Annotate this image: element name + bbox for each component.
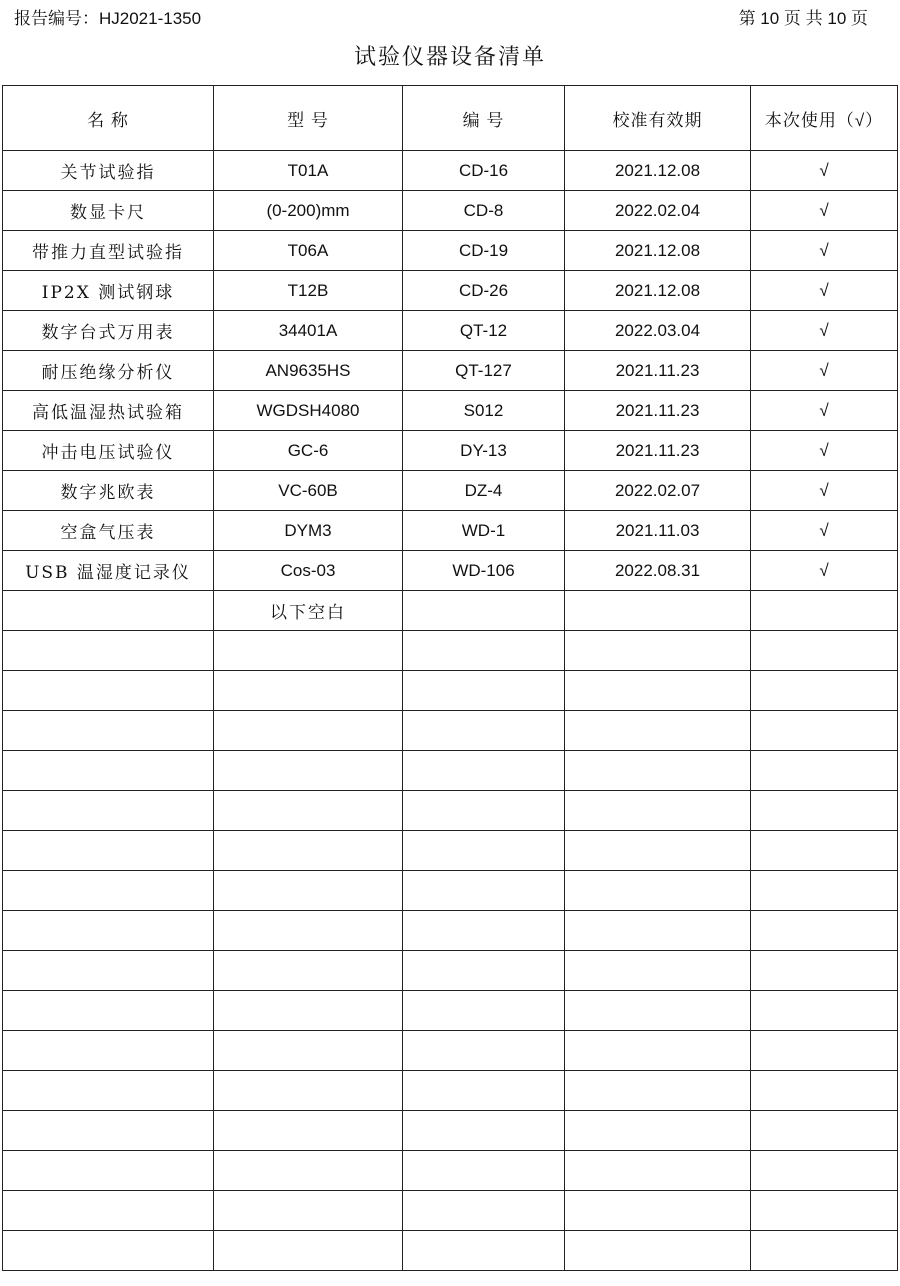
equipment-name: [3, 791, 214, 831]
used-check: [751, 1111, 898, 1151]
table-body: [3, 151, 898, 1271]
serial-number: [403, 671, 565, 711]
calibration-date: 2021.12.08: [565, 151, 751, 191]
model-number: T12B: [214, 271, 403, 311]
table-row: [3, 391, 898, 431]
equipment-name: [3, 751, 214, 791]
calibration-date: [565, 751, 751, 791]
table-row: [3, 231, 898, 271]
model-number: [214, 751, 403, 791]
calibration-date: 2021.11.03: [565, 511, 751, 551]
col-header-used: 本次使用（√）: [751, 86, 898, 151]
calibration-date: 2022.08.31: [565, 551, 751, 591]
calibration-date: [565, 1071, 751, 1111]
calibration-date: 2021.12.08: [565, 231, 751, 271]
serial-number: DZ-4: [403, 471, 565, 511]
calibration-date: 2022.03.04: [565, 311, 751, 351]
model-number: [214, 991, 403, 1031]
serial-number: CD-16: [403, 151, 565, 191]
model-number: VC-60B: [214, 471, 403, 511]
equipment-name: 空盒气压表: [3, 511, 214, 551]
serial-number: S012: [403, 391, 565, 431]
used-check: √: [751, 191, 898, 231]
equipment-name: [3, 1151, 214, 1191]
model-number: [214, 631, 403, 671]
equipment-name: 耐压绝缘分析仪: [3, 351, 214, 391]
model-number: [214, 911, 403, 951]
serial-number: [403, 871, 565, 911]
equipment-name: [3, 631, 214, 671]
equipment-name: [3, 831, 214, 871]
calibration-date: [565, 911, 751, 951]
model-number: [214, 791, 403, 831]
serial-number: [403, 631, 565, 671]
equipment-name: 关节试验指: [3, 151, 214, 191]
calibration-date: [565, 591, 751, 631]
table-row: [3, 991, 898, 1031]
calibration-date: [565, 951, 751, 991]
serial-number: CD-26: [403, 271, 565, 311]
calibration-date: 2021.11.23: [565, 351, 751, 391]
equipment-name: [3, 951, 214, 991]
serial-number: [403, 1071, 565, 1111]
table-row: [3, 471, 898, 511]
used-check: [751, 1071, 898, 1111]
used-check: √: [751, 471, 898, 511]
used-check: [751, 791, 898, 831]
equipment-name: [3, 1231, 214, 1271]
used-check: √: [751, 391, 898, 431]
table-row: [3, 1031, 898, 1071]
model-number: DYM3: [214, 511, 403, 551]
used-check: [751, 1151, 898, 1191]
equipment-name: [3, 1071, 214, 1111]
table-row: [3, 351, 898, 391]
model-number: T01A: [214, 151, 403, 191]
serial-number: [403, 911, 565, 951]
model-number: GC-6: [214, 431, 403, 471]
equipment-name: IP2X 测试钢球: [3, 271, 214, 311]
model-number: [214, 871, 403, 911]
equipment-name: [3, 991, 214, 1031]
table-row: [3, 1191, 898, 1231]
equipment-name: 高低温湿热试验箱: [3, 391, 214, 431]
used-check: √: [751, 351, 898, 391]
serial-number: DY-13: [403, 431, 565, 471]
calibration-date: [565, 871, 751, 911]
page-header: [14, 4, 868, 28]
table-row: [3, 791, 898, 831]
serial-number: CD-19: [403, 231, 565, 271]
model-number: [214, 1191, 403, 1231]
table-row: [3, 871, 898, 911]
table-row: [3, 511, 898, 551]
used-check: [751, 1031, 898, 1071]
model-number: (0-200)mm: [214, 191, 403, 231]
model-number: [214, 831, 403, 871]
report-number: 报告编号：HJ2021-1350: [14, 8, 202, 28]
serial-number: WD-106: [403, 551, 565, 591]
used-check: √: [751, 431, 898, 471]
used-check: √: [751, 151, 898, 191]
calibration-date: [565, 791, 751, 831]
equipment-name: [3, 591, 214, 631]
equipment-name: 数显卡尺: [3, 191, 214, 231]
model-number: [214, 1111, 403, 1151]
used-check: [751, 711, 898, 751]
serial-number: [403, 1111, 565, 1151]
table-row: [3, 911, 898, 951]
used-check: [751, 911, 898, 951]
table-row: [3, 751, 898, 791]
calibration-date: [565, 1231, 751, 1271]
equipment-name: 数字台式万用表: [3, 311, 214, 351]
table-header-row: [3, 86, 898, 151]
model-number: 34401A: [214, 311, 403, 351]
serial-number: [403, 951, 565, 991]
used-check: √: [751, 231, 898, 271]
model-number: [214, 951, 403, 991]
used-check: [751, 751, 898, 791]
used-check: √: [751, 511, 898, 551]
serial-number: [403, 591, 565, 631]
serial-number: [403, 1231, 565, 1271]
used-check: [751, 1191, 898, 1231]
table-row: [3, 271, 898, 311]
table-row: [3, 551, 898, 591]
used-check: √: [751, 311, 898, 351]
page-number: 第 10 页 共 10 页: [738, 8, 868, 28]
calibration-date: 2021.11.23: [565, 431, 751, 471]
serial-number: QT-12: [403, 311, 565, 351]
calibration-date: 2022.02.04: [565, 191, 751, 231]
model-number: [214, 671, 403, 711]
used-check: [751, 631, 898, 671]
table-row: [3, 1111, 898, 1151]
model-number: [214, 1031, 403, 1071]
table-row: [3, 311, 898, 351]
serial-number: [403, 751, 565, 791]
table-row: [3, 591, 898, 631]
model-number: [214, 711, 403, 751]
equipment-name: 冲击电压试验仪: [3, 431, 214, 471]
serial-number: CD-8: [403, 191, 565, 231]
equipment-table: [2, 85, 898, 1271]
serial-number: [403, 991, 565, 1031]
equipment-name: [3, 711, 214, 751]
serial-number: [403, 1191, 565, 1231]
equipment-name: 数字兆欧表: [3, 471, 214, 511]
calibration-date: [565, 671, 751, 711]
equipment-name: [3, 871, 214, 911]
equipment-name: 带推力直型试验指: [3, 231, 214, 271]
used-check: [751, 991, 898, 1031]
calibration-date: [565, 711, 751, 751]
table-row: [3, 431, 898, 471]
calibration-date: 2021.12.08: [565, 271, 751, 311]
table-row: [3, 1151, 898, 1191]
used-check: [751, 1231, 898, 1271]
calibration-date: [565, 1111, 751, 1151]
model-number: [214, 1231, 403, 1271]
calibration-date: [565, 991, 751, 1031]
model-number: WGDSH4080: [214, 391, 403, 431]
model-number: 以下空白: [214, 591, 403, 631]
col-header-model: 型 号: [214, 86, 403, 151]
serial-number: QT-127: [403, 351, 565, 391]
model-number: [214, 1151, 403, 1191]
used-check: [751, 831, 898, 871]
table-row: [3, 151, 898, 191]
used-check: √: [751, 551, 898, 591]
serial-number: [403, 1031, 565, 1071]
model-number: Cos-03: [214, 551, 403, 591]
equipment-name: [3, 1031, 214, 1071]
calibration-date: [565, 1191, 751, 1231]
calibration-date: [565, 831, 751, 871]
col-header-name: 名 称: [3, 86, 214, 151]
calibration-date: [565, 1031, 751, 1071]
equipment-name: USB 温湿度记录仪: [3, 551, 214, 591]
serial-number: [403, 791, 565, 831]
equipment-name: [3, 911, 214, 951]
used-check: [751, 591, 898, 631]
model-number: [214, 1071, 403, 1111]
col-header-serial: 编 号: [403, 86, 565, 151]
table-row: [3, 191, 898, 231]
serial-number: [403, 1151, 565, 1191]
document-title: 试验仪器设备清单: [353, 45, 546, 70]
table-row: [3, 831, 898, 871]
equipment-name: [3, 1191, 214, 1231]
calibration-date: [565, 1151, 751, 1191]
serial-number: WD-1: [403, 511, 565, 551]
used-check: [751, 671, 898, 711]
model-number: T06A: [214, 231, 403, 271]
serial-number: [403, 831, 565, 871]
equipment-name: [3, 1111, 214, 1151]
table-row: [3, 711, 898, 751]
table-row: [3, 1071, 898, 1111]
model-number: AN9635HS: [214, 351, 403, 391]
col-header-calibration: 校准有效期: [565, 86, 751, 151]
calibration-date: 2021.11.23: [565, 391, 751, 431]
serial-number: [403, 711, 565, 751]
used-check: √: [751, 271, 898, 311]
used-check: [751, 951, 898, 991]
table-row: [3, 951, 898, 991]
equipment-name: [3, 671, 214, 711]
calibration-date: 2022.02.07: [565, 471, 751, 511]
table-row: [3, 631, 898, 671]
table-row: [3, 671, 898, 711]
table-row: [3, 1231, 898, 1271]
used-check: [751, 871, 898, 911]
calibration-date: [565, 631, 751, 671]
